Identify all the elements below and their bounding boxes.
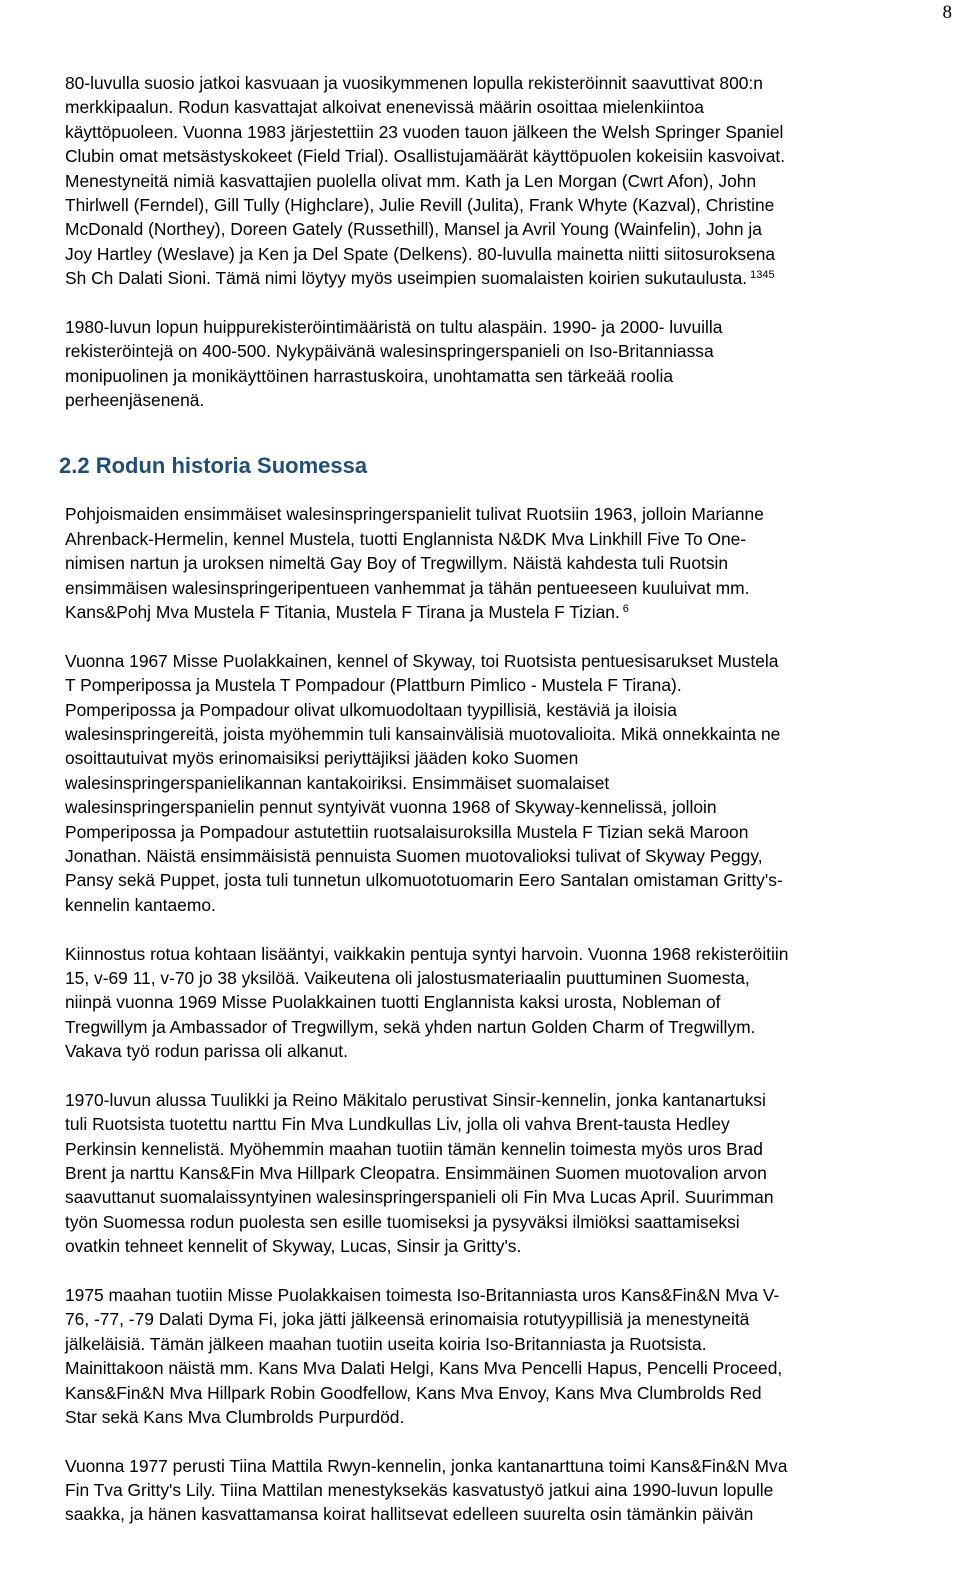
text-line: McDonald (Northey), Doreen Gately (Russethill), Mansel ja Avril Young (Wainfelin), John ja (65, 219, 762, 240)
section-heading: 2.2 Rodun historia Suomessa (59, 453, 368, 479)
text-line: Kans&Fin&N Mva Hillpark Robin Goodfellow, Kans Mva Envoy, Kans Mva Clumbrolds Red (65, 1382, 762, 1403)
text-line: jälkeläisiä. Tämän jälkeen maahan tuotiin useita koiria Iso-Britanniasta ja Ruotsista. (65, 1333, 707, 1354)
text-line: Pansy sekä Puppet, josta tuli tunnetun ulkomuototuomarin Eero Santalan omistaman Gritty's- (65, 870, 783, 891)
paragraph-nordic (65, 502, 960, 624)
text-line (65, 266, 960, 290)
text-line: nimisen nartun ja uroksen nimeltä Gay Boy of Tregwillym. Näistä kahdesta tuli Ruotsin (65, 553, 729, 574)
text-line: Pohjoismaiden ensimmäiset walesinspringerspanielit tulivat Ruotsiin 1963, jolloin Marianne (65, 504, 764, 525)
text-line: saavuttanut suomalaissyntyinen walesinspringerspanieli oli Fin Mva Lucas April. Suurimman (65, 1187, 774, 1208)
text-line: Kiinnostus rotua kohtaan lisääntyi, vaikkakin pentuja syntyi harvoin. Vuonna 1968 rekisteröitiin (65, 943, 789, 964)
text-line: merkkipaalun. Rodun kasvattajat alkoivat enenevissä määrin osoittaa mielenkiintoa (65, 97, 704, 118)
text-span: Sh Ch Dalati Sioni. Tämä nimi löytyy myös useimpien suomalaisten koirien sukutaulusta. (65, 268, 748, 289)
text-line: walesinspringerspanielikannan kantakoiriksi. Ensimmäiset suomalaiset (65, 772, 610, 793)
paragraph-1967 (65, 649, 960, 917)
text-line: Pomperipossa ja Pompadour astutettiin ruotsalaisuroksilla Mustela F Tizian sekä Maroon (65, 821, 749, 842)
text-line: Perkinsin kennelistä. Myöhemmin maahan tuotiin tämän kennelin toimesta myös uros Brad (65, 1138, 763, 1159)
text-line: 76, -77, -79 Dalati Dyma Fi, joka jätti jälkeensä erinomaisia rotutyypillisiä ja menestyneitä (65, 1309, 750, 1330)
footnote-ref: 1345 (750, 269, 775, 282)
text-line: Vuonna 1977 perusti Tiina Mattila Rwyn-kennelin, jonka kantanarttuna toimi Kans&Fin&N Mva (65, 1455, 788, 1476)
text-line: Brent ja narttu Kans&Fin Mva Hillpark Cleopatra. Ensimmäinen Suomen muotovalion arvon (65, 1163, 767, 1184)
text-line: Vakava työ rodun parissa oli alkanut. (65, 1041, 348, 1062)
text-line: työn Suomessa rodun puolesta sen esille tuomiseksi ja pysyväksi ilmiöksi saattamiseksi (65, 1211, 740, 1232)
text-line: Tregwillym ja Ambassador of Tregwillym, sekä yhden nartun Golden Charm of Tregwillym. (65, 1016, 756, 1037)
text-line: saakka, ja hänen kasvattamansa koirat hallitsevat edelleen suurelta osin tämänkin päivän (65, 1504, 754, 1525)
text-line: rekisteröintejä on 400-500. Nykypäivänä walesinspringerspanieli on Iso-Britanniassa (65, 341, 714, 362)
text-line: Thirlwell (Ferndel), Gill Tully (Highclare), Julie Revill (Julita), Frank Whyte (Kazval), Christine (65, 194, 775, 215)
text-line: 1980-luvun lopun huippurekisteröintimääristä on tultu alaspäin. 1990- ja 2000- luvuilla (65, 316, 723, 337)
text-line: walesinspringereitä, joista myöhemmin tuli kansainvälisiä muotovalioita. Mikä onnekkainta ne (65, 723, 781, 744)
text-line: 1975 maahan tuotiin Misse Puolakkaisen toimesta Iso-Britanniasta uros Kans&Fin&N Mva V- (65, 1284, 780, 1305)
text-line (65, 600, 960, 624)
text-line: Jonathan. Näistä ensimmäisistä pennuista Suomen muotovalioksi tulivat of Skyway Peggy, (65, 845, 763, 866)
text-line: 80-luvulla suosio jatkoi kasvuaan ja vuosikymmenen lopulla rekisteröinnit saavuttivat 800:n (65, 73, 763, 93)
text-line: Ahrenback-Hermelin, kennel Mustela, tuotti Englannista N&DK Mva Linkhill Five To One- (65, 528, 747, 549)
text-line: osoittautuivat myös erinomaisiksi periyttäjiksi jääden koko Suomen (65, 748, 579, 769)
text-line: Mainittakoon näistä mm. Kans Mva Dalati Helgi, Kans Mva Pencelli Hapus, Pencelli Proceed, (65, 1358, 783, 1379)
text-line: Clubin omat metsästyskokeet (Field Trial). Osallistujamäärät käyttöpuolen kokeisiin kasvoivat. (65, 146, 786, 167)
text-line: kennelin kantaemo. (65, 894, 216, 915)
paragraph-80s (65, 71, 960, 291)
text-line: niinpä vuonna 1969 Misse Puolakkainen tuotti Englannista kaksi urosta, Nobleman of (65, 992, 721, 1013)
text-line: käyttöpuoleen. Vuonna 1983 järjestettiin 23 vuoden tauon jälkeen the Welsh Springer Spaniel (65, 121, 784, 142)
text-line: perheenjäsenenä. (65, 390, 205, 411)
document-body (59, 71, 960, 1527)
paragraph-1977 (65, 1454, 960, 1527)
text-span: Kans&Pohj Mva Mustela F Titania, Mustela F Tirana ja Mustela F Tizian. (65, 602, 620, 623)
text-line: tuli Ruotsista tuotettu narttu Fin Mva Lundkullas Liv, jolla oli vahva Brent-tausta Hedley (65, 1114, 730, 1135)
text-line: 15, v-69 11, v-70 jo 38 yksilöä. Vaikeutena oli jalostusmateriaalin puuttuminen Suomesta, (65, 967, 750, 988)
page-number: 8 (942, 2, 952, 23)
text-line: 1970-luvun alussa Tuulikki ja Reino Mäkitalo perustivat Sinsir-kennelin, jonka kantanartuksi (65, 1089, 766, 1110)
text-line: ovatkin tehneet kennelit of Skyway, Lucas, Sinsir ja Gritty's. (65, 1236, 522, 1257)
text-line: Star sekä Kans Mva Clumbrolds Purpurdöd. (65, 1406, 405, 1427)
paragraph-1970 (65, 1088, 960, 1259)
text-line: Menestyneitä nimiä kasvattajien puolella olivat mm. Kath ja Len Morgan (Cwrt Afon), John (65, 170, 757, 191)
text-line: Vuonna 1967 Misse Puolakkainen, kennel of Skyway, toi Ruotsista pentuesisarukset Mustela (65, 650, 779, 671)
text-line: walesinspringerspanielin pennut syntyivät vuonna 1968 of Skyway-kennelissä, jolloin (65, 797, 717, 818)
text-line: T Pomperipossa ja Mustela T Pompadour (Plattburn Pimlico - Mustela F Tirana). (65, 675, 682, 696)
text-line: ensimmäisen walesinspringeripentueen vanhemmat ja tähän pentueeseen kuuluivat mm. (65, 577, 750, 598)
text-line: Fin Tva Gritty's Lily. Tiina Mattilan menestyksekäs kasvatustyö jatkui aina 1990-luvun lopulle (65, 1480, 774, 1501)
text-line: Pomperipossa ja Pompadour olivat ulkomuodoltaan tyypillisiä, kestäviä ja iloisia (65, 699, 677, 720)
text-line: Joy Hartley (Weslave) ja Ken ja Del Spate (Delkens). 80-luvulla mainetta niitti siitosuroksena (65, 243, 776, 264)
footnote-ref: 6 (622, 603, 629, 616)
paragraph-interest (65, 942, 960, 1064)
paragraph-1975 (65, 1283, 960, 1429)
text-line: monipuolinen ja monikäyttöinen harrastuskoira, unohtamatta sen tärkeää roolia (65, 365, 674, 386)
paragraph-1980 (65, 315, 960, 413)
